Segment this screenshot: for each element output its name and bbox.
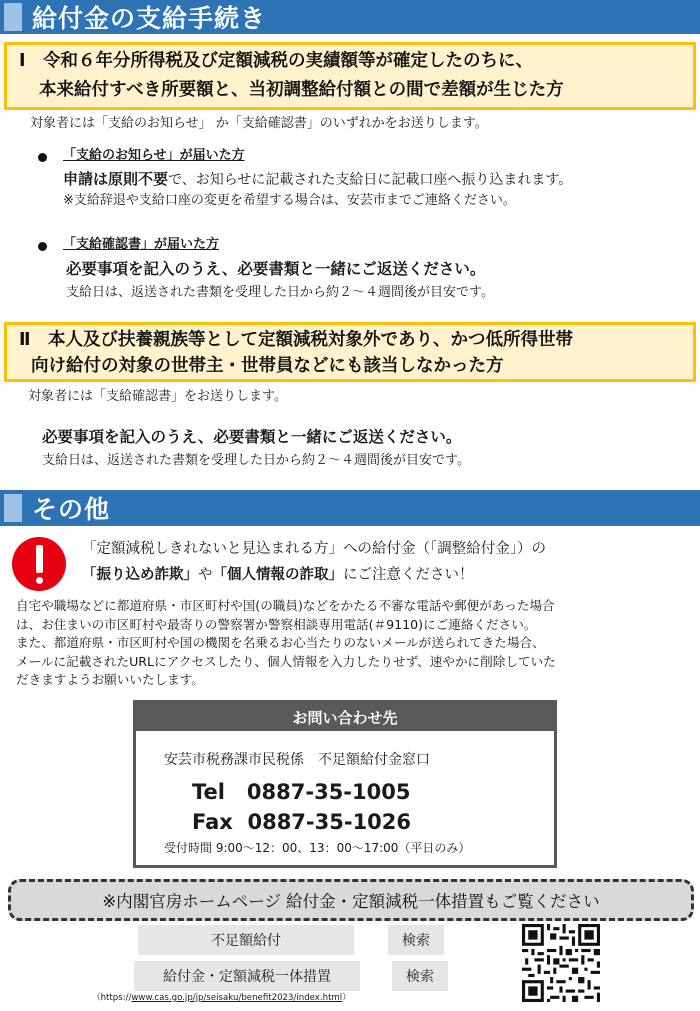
section-marker — [4, 3, 22, 31]
warning-p5: だきますようお願いいたします。 — [16, 672, 204, 687]
url-prefix: （https:// — [92, 993, 132, 1003]
part2-bold: 必要事項を記入のうえ、必要書類と一緒にご返送ください。 — [42, 428, 462, 446]
qr-code-icon[interactable] — [522, 924, 600, 1002]
bullet-icon — [38, 153, 47, 162]
part1-heading-line2: 本来給付すべき所要額と、当初調整給付額との間で差額が生じた方 — [39, 80, 564, 100]
section-header-other — [0, 490, 700, 526]
search-button-1: 検索 — [388, 925, 444, 955]
bullet1-note: ※支給辞退や支給口座の変更を希望する場合は、安芸市までご連絡ください。 — [63, 193, 516, 208]
contact-tel — [192, 779, 410, 805]
contact-hours: 受付時間 9:00～12：00、13：00～17:00（平日のみ） — [164, 841, 471, 855]
contact-box — [133, 700, 557, 868]
search-keyword-box-2: 給付金・定額減税一体措置 — [134, 961, 360, 991]
url-suffix: ） — [342, 993, 351, 1003]
source-url — [92, 992, 351, 1004]
bullet1-rest: で、お知らせに記載された支給日に記載口座へ振り込まれます。 — [168, 172, 573, 188]
contact-heading: お問い合わせ先 — [136, 703, 554, 731]
warning-mid: や — [198, 567, 213, 583]
warning-line2 — [82, 563, 474, 587]
part2-intro: 対象者には「支給確認書」をお送りします。 — [28, 389, 287, 404]
bullet-icon — [38, 242, 47, 251]
section-title: その他 — [32, 495, 111, 524]
part2-heading-line1: Ⅱ 本人及び扶養親族等として定額減税対象外であり、かつ低所得世帯 — [19, 330, 574, 350]
warning-tail: にご注意ください！ — [343, 567, 474, 583]
part1-heading-line1: Ⅰ 令和６年分所得税及び定額減税の実績額等が確定したのちに、 — [19, 51, 534, 71]
exclamation-warning-icon — [12, 537, 66, 591]
part2-note: 支給日は、返送された書類を受理した日から約２～４週間後が目安です。 — [42, 453, 470, 468]
part1-heading — [4, 42, 696, 110]
tel-label: Tel — [192, 780, 225, 804]
fax-number: 0887-35-1026 — [247, 810, 412, 834]
warning-paragraph — [16, 597, 700, 690]
search-button-2: 検索 — [392, 961, 448, 991]
section-marker — [4, 494, 22, 522]
part2-heading-line2: 向け給付の対象の世帯主・世帯員などにも該当しなかった方 — [31, 356, 504, 376]
warning-p1: 自宅や職場などに都道府県・市区町村や国(の職員)などをかたる不審な電話や郵便があった場合 — [16, 598, 555, 613]
contact-dept: 安芸市税務課市民税係 不足額給付金窓口 — [164, 752, 430, 768]
warning-p2: は、お住まいの市区町村や最寄りの警察署か警察相談専用電話(＃9110)にご連絡ください。 — [16, 616, 537, 632]
cabinet-office-banner — [8, 879, 694, 921]
part2-heading — [4, 322, 696, 382]
warning-line1: 「定額減税しきれないと見込まれる方」への給付金（「調整給付金」）の — [82, 541, 546, 557]
part1-intro: 対象者には「支給のお知らせ」 か「支給確認書」のいずれかをお送りします。 — [30, 116, 488, 131]
warning-p4: メールに記載されたURLにアクセスしたり、個人情報を入力したりせず、速やかに削除していた — [16, 653, 556, 669]
bullet2-note: 支給日は、返送された書類を受理した日から約２～４週間後が目安です。 — [66, 285, 494, 300]
warning-p3: また、都道府県・市区町村や国の機関を名乗るお心当たりのないメールが送られてきた場合、 — [16, 635, 545, 650]
fraud-term-1: 「振り込め詐欺」 — [82, 567, 198, 583]
tel-number[interactable]: 0887-35-1005 — [246, 780, 411, 804]
url-link[interactable]: www.cas.go.jp/jp/seisaku/benefit2023/index.html — [131, 993, 343, 1003]
bullet2-title: 「支給確認書」が届いた方 — [63, 237, 220, 252]
fax-label: Fax — [192, 810, 233, 834]
bullet1-text — [63, 169, 572, 190]
bullet1-bold: 申請は原則不要 — [63, 170, 169, 188]
banner-text: ※内閣官房ホームページ 給付金・定額減税一体措置もご覧ください — [102, 892, 600, 911]
section-title: 給付金の支給手続き — [32, 4, 267, 33]
contact-fax — [192, 809, 411, 835]
section-header-procedure — [0, 0, 700, 34]
search-keyword-box-1: 不足額給付 — [138, 925, 354, 955]
bullet2-bold: 必要事項を記入のうえ、必要書類と一緒にご返送ください。 — [66, 260, 486, 278]
bullet1-title: 「支給のお知らせ」が届いた方 — [63, 148, 245, 163]
fraud-term-2: 「個人情報の詐取」 — [212, 567, 343, 583]
